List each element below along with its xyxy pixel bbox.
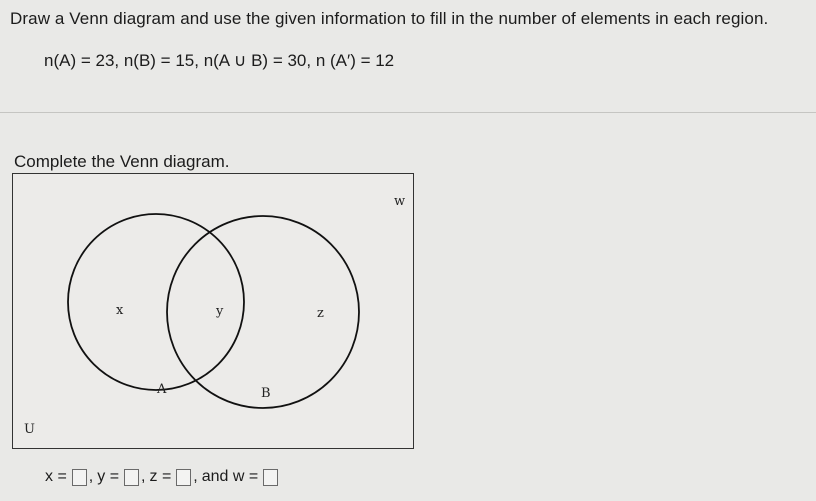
z-input[interactable] <box>176 469 191 486</box>
divider <box>0 112 816 113</box>
question-instruction: Draw a Venn diagram and use the given information to fill in the number of elements in each region. <box>10 9 769 28</box>
venn-prompt: Complete the Venn diagram. <box>14 152 230 171</box>
y-input[interactable] <box>124 469 139 486</box>
separator: , <box>193 468 198 485</box>
label-y: y <box>216 304 224 319</box>
label-z: z <box>317 306 324 321</box>
separator: , <box>141 468 146 485</box>
label-w: w <box>394 194 406 209</box>
venn-diagram <box>12 173 414 449</box>
x-label: x = <box>45 468 67 485</box>
y-label: y = <box>97 468 120 485</box>
w-label: and w = <box>201 468 259 485</box>
circle-b <box>167 216 359 408</box>
given-information: n(A) = 23, n(B) = 15, n(A ∪ B) = 30, n (A′) = 12 <box>44 51 395 70</box>
w-input[interactable] <box>263 469 278 486</box>
z-label: z = <box>149 468 172 485</box>
label-x: x <box>116 303 124 318</box>
answer-line <box>45 468 280 486</box>
venn-svg <box>13 174 415 450</box>
label-b: B <box>261 386 271 401</box>
label-a: A <box>157 382 167 397</box>
x-input[interactable] <box>72 469 87 486</box>
circle-a <box>68 214 244 390</box>
label-u: U <box>24 422 35 437</box>
separator: , <box>88 468 94 485</box>
